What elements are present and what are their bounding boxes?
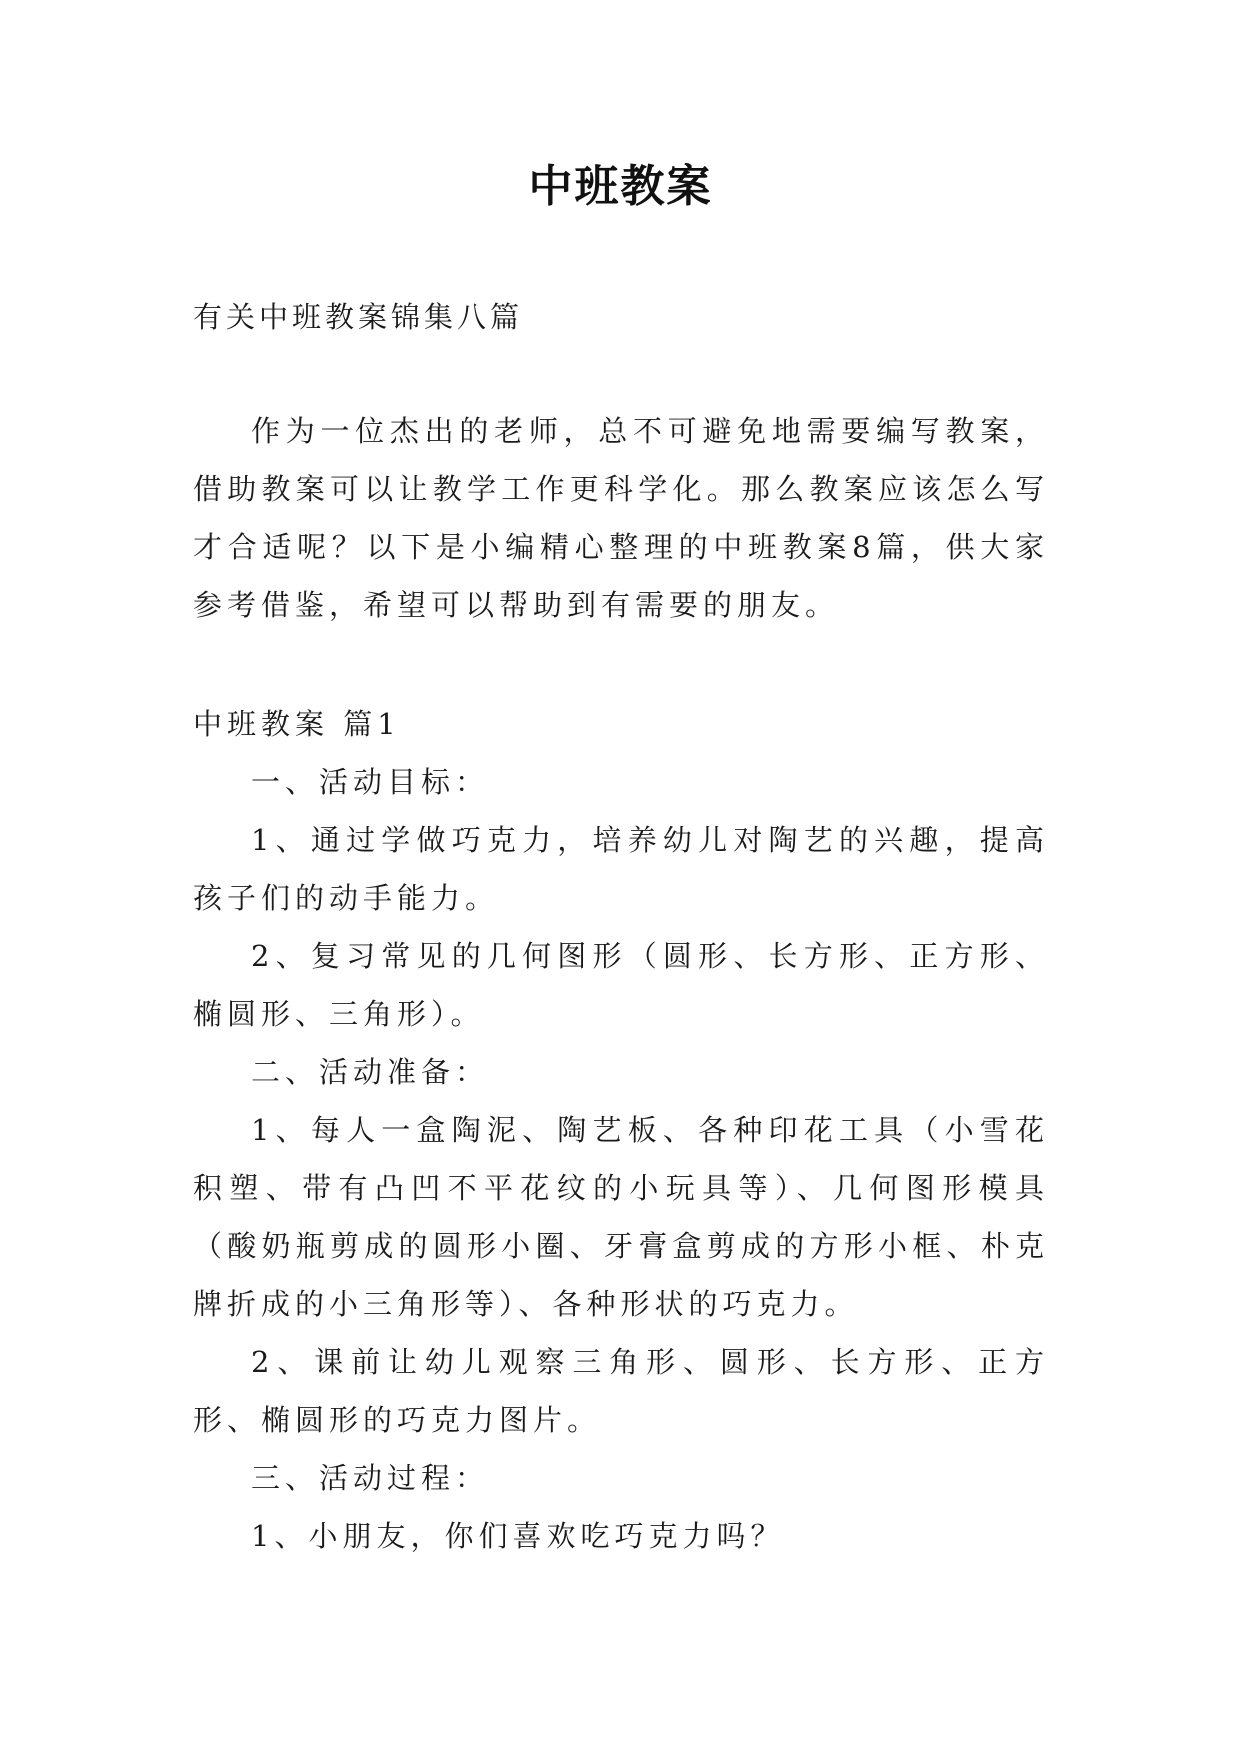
paragraph-preparation-1: 1、每人一盒陶泥、陶艺板、各种印花工具（小雪花积塑、带有凸凹不平花纹的小玩具等）、几何图形模具（酸奶瓶剪成的圆形小圈、牙膏盒剪成的方形小框、朴克牌折成的小三角形等）、各种形状的巧克力。 bbox=[193, 1113, 1049, 1321]
paragraph-objectives-heading: 一、活动目标： bbox=[251, 765, 490, 799]
paragraph-objective-2: 2、复习常见的几何图形（圆形、长方形、正方形、椭圆形、三角形）。 bbox=[193, 939, 1049, 1031]
document-subtitle: 有关中班教案锦集八篇 bbox=[193, 300, 524, 334]
paragraph-preparation-2: 2、课前让幼儿观察三角形、圆形、长方形、正方形、椭圆形的巧克力图片。 bbox=[193, 1345, 1049, 1437]
paragraph-process-heading: 三、活动过程： bbox=[251, 1461, 490, 1495]
section-heading: 中班教案 篇1 bbox=[193, 707, 401, 741]
intro-paragraph: 作为一位杰出的老师，总不可避免地需要编写教案，借助教案可以让教学工作更科学化。那么教案应该怎么写才合适呢？以下是小编精心整理的中班教案8篇，供大家参考借鉴，希望可以帮助到有需要的朋友。 bbox=[193, 414, 1049, 622]
paragraph-process-1: 1、小朋友，你们喜欢吃巧克力吗？ bbox=[251, 1519, 785, 1553]
intro-block bbox=[193, 402, 1049, 634]
paragraph-preparation-heading: 二、活动准备： bbox=[251, 1055, 490, 1089]
lesson-content bbox=[193, 695, 1049, 1565]
paragraph-objective-1: 1、通过学做巧克力，培养幼儿对陶艺的兴趣，提高孩子们的动手能力。 bbox=[193, 823, 1049, 915]
page-title: 中班教案 bbox=[528, 161, 713, 212]
